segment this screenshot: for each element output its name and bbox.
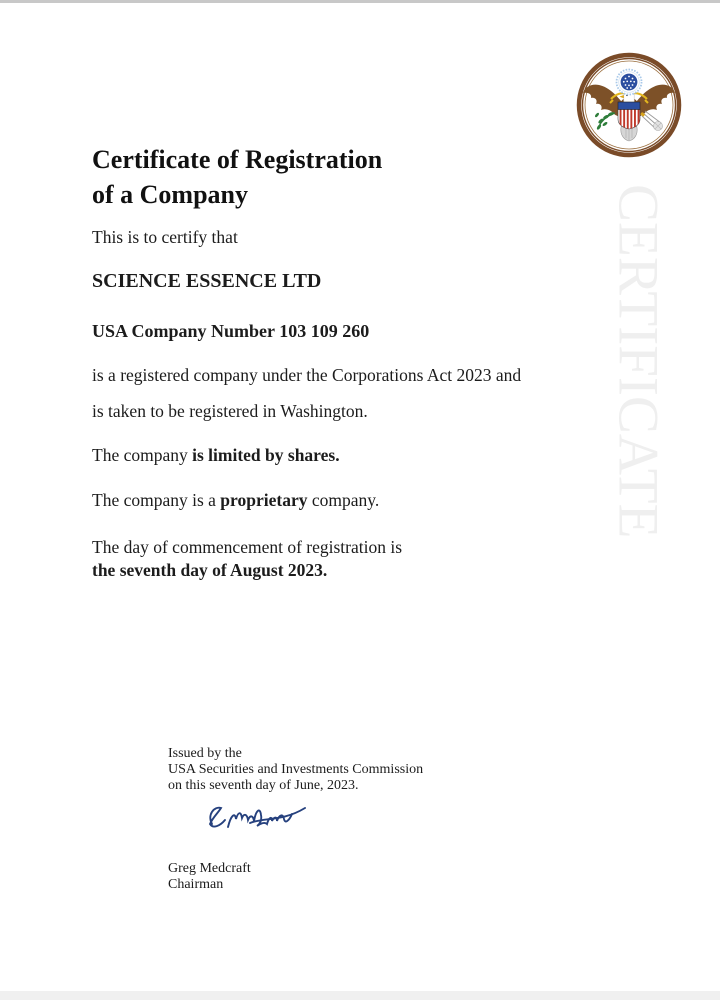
signatory-title: Chairman <box>168 877 224 893</box>
commencement-statement <box>92 536 402 581</box>
proprietary-suffix: company. <box>307 490 380 510</box>
issue-date-line: on this seventh day of June, 2023. <box>168 778 359 794</box>
limited-bold: is limited by shares. <box>192 445 340 465</box>
intro-line: This is to certify that <box>92 227 238 247</box>
commencement-line2: the seventh day of August 2023. <box>92 559 328 580</box>
top-edge-bar <box>0 0 720 3</box>
commencement-line1: The day of commencement of registration is <box>92 537 403 557</box>
signatory-block <box>168 861 251 894</box>
certificate-title-line1: Certificate of Registration <box>92 145 383 174</box>
proprietary-bold: proprietary <box>220 490 308 510</box>
us-great-seal-icon <box>575 51 683 159</box>
company-name: SCIENCE ESSENCE LTD <box>92 270 322 292</box>
registered-statement-line1: is a registered company under the Corporations Act 2023 and <box>92 365 522 385</box>
certificate-title <box>92 142 382 212</box>
company-number: USA Company Number 103 109 260 <box>92 321 370 341</box>
limited-by-shares-statement <box>92 445 340 466</box>
signatory-name: Greg Medcraft <box>168 861 251 876</box>
issued-by-line: Issued by the <box>168 746 242 761</box>
registered-statement-line2: is taken to be registered in Washington. <box>92 401 368 421</box>
proprietary-statement <box>92 490 379 511</box>
certificate-title-line2: of a Company <box>92 180 249 209</box>
limited-prefix: The company <box>92 445 193 465</box>
bottom-edge-bar <box>0 991 720 1000</box>
proprietary-prefix: The company is a <box>92 490 221 510</box>
issuing-authority: USA Securities and Investments Commission <box>168 762 424 778</box>
signature-greg-medcraft-icon <box>202 799 320 839</box>
certificate-watermark: CERTIFICATE <box>606 184 670 539</box>
issuer-block <box>168 746 423 795</box>
